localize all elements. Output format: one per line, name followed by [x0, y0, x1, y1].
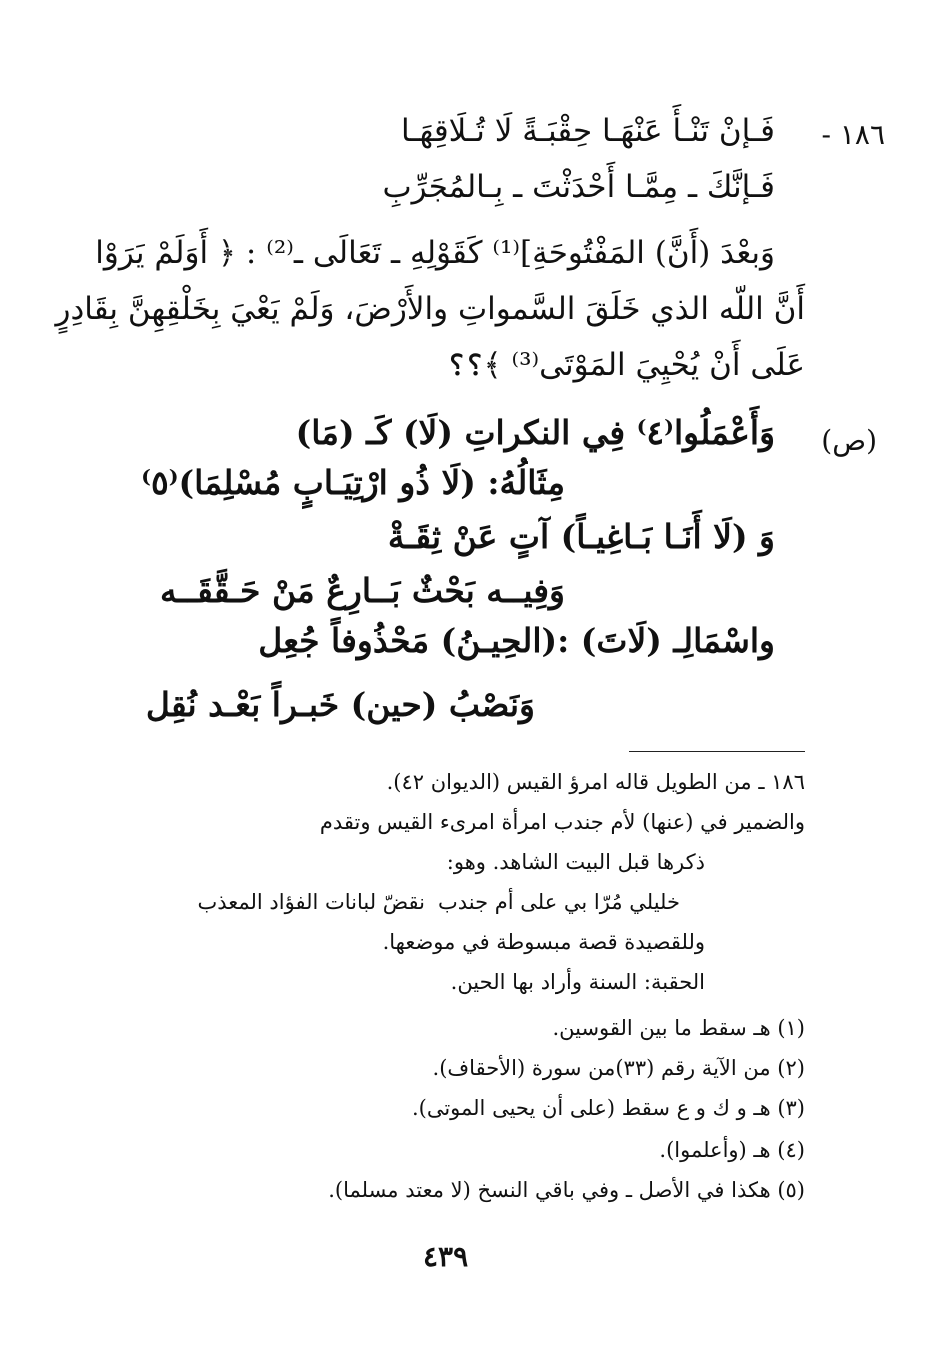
commentary-line-3: عَلَى أَنْ يُحْيِيَ المَوْتَى⁽³⁾ ﴾؟؟	[447, 347, 805, 383]
page-number: ٤٣٩	[423, 1240, 469, 1273]
matn-line-4: وَفِيــه بَحْثٌ بَــارِعٌ مَنْ حَـقَّقَــه	[159, 571, 565, 610]
matn-line-1: وَأَعْمَلُوا⁽٤⁾ فِي النكراتِ (لَا) كَـ (مَا)	[295, 413, 775, 452]
footnote-2: (٢) من الآية رقم (٣٣)من سورة (الأحقاف).	[432, 1056, 805, 1080]
footnote-186-line-6: الحقبة: السنة وأراد بها الحين.	[450, 970, 705, 994]
matn-line-5: واسْمَالِـ (لَاتَ) :(الحِيـنُ) مَحْذُوفاً جُعِل	[258, 621, 775, 660]
verse-line-1: فَـإنْ تَنْـأَ عَنْهَـا حِقْبَـةً لَا تُـلَاقِهَـا	[401, 113, 775, 149]
matn-marker: (ص)	[821, 424, 877, 457]
footnote-186-line-5: وللقصيدة قصة مبسوطة في موضعها.	[382, 930, 705, 954]
footnote-4: (٤) هـ (وأعلموا).	[659, 1138, 805, 1162]
footnote-186-line-1: ١٨٦ ـ من الطويل قاله امرؤ القيس (الديوان ٤٢).	[386, 770, 805, 794]
footnote-5: (٥) هكذا في الأصل ـ وفي باقي النسخ (لا معتد مسلما).	[328, 1178, 805, 1202]
verse-number: ١٨٦ -	[821, 118, 885, 151]
footnote-186-verse-a: خليلي مُرّا بي على أم جندب	[437, 890, 680, 914]
matn-line-3: وَ (لَا أَنَـا بَـاغِيـاً) آتٍ عَنْ ثِقَـةْ	[387, 517, 775, 556]
footnote-186-line-2: والضمير في (عنها) لأم جندب امرأة امرىء القيس وتقدم	[319, 810, 805, 834]
commentary-line-2: أَنَّ اللّه الذي خَلَقَ السَّمواتِ والأَرْضَ، وَلَمْ يَعْيَ بِخَلْقِهِنَّ بِقَادِرٍ	[55, 291, 805, 327]
footnote-separator	[629, 751, 805, 752]
matn-line-2: مِثَالُهُ: (لَا ذُو ارْتِيَـابٍ مُسْلِمَا)⁽٥⁾	[141, 463, 565, 502]
footnote-3: (٣) هـ و ك و ع سقط (على أن يحيى الموتى).	[411, 1096, 805, 1120]
footnote-186-verse-b: نقضّ لبانات الفؤاد المعذب	[197, 890, 425, 914]
matn-line-6: وَنَصْبُ (حين) خَبـراً بَعْـد نُقِل	[145, 685, 535, 724]
commentary-line-1: وَبعْدَ (أَنَّ) المَفْتُوحَةِ]⁽¹⁾ كَقَوْلِهِ ـ تَعَالَى ـ⁽²⁾ : ﴿ أَوَلَمْ يَرَوْا	[95, 235, 775, 271]
footnote-186-line-3: ذكرها قبل البيت الشاهد. وهو:	[446, 850, 705, 874]
verse-line-2: فَـإنَّكَ ـ مِمَّـا أَحْدَثْتَ ـ بِـالمُجَرِّبِ	[382, 169, 775, 205]
footnote-1: (١) هـ سقط ما بين القوسين.	[552, 1016, 805, 1040]
